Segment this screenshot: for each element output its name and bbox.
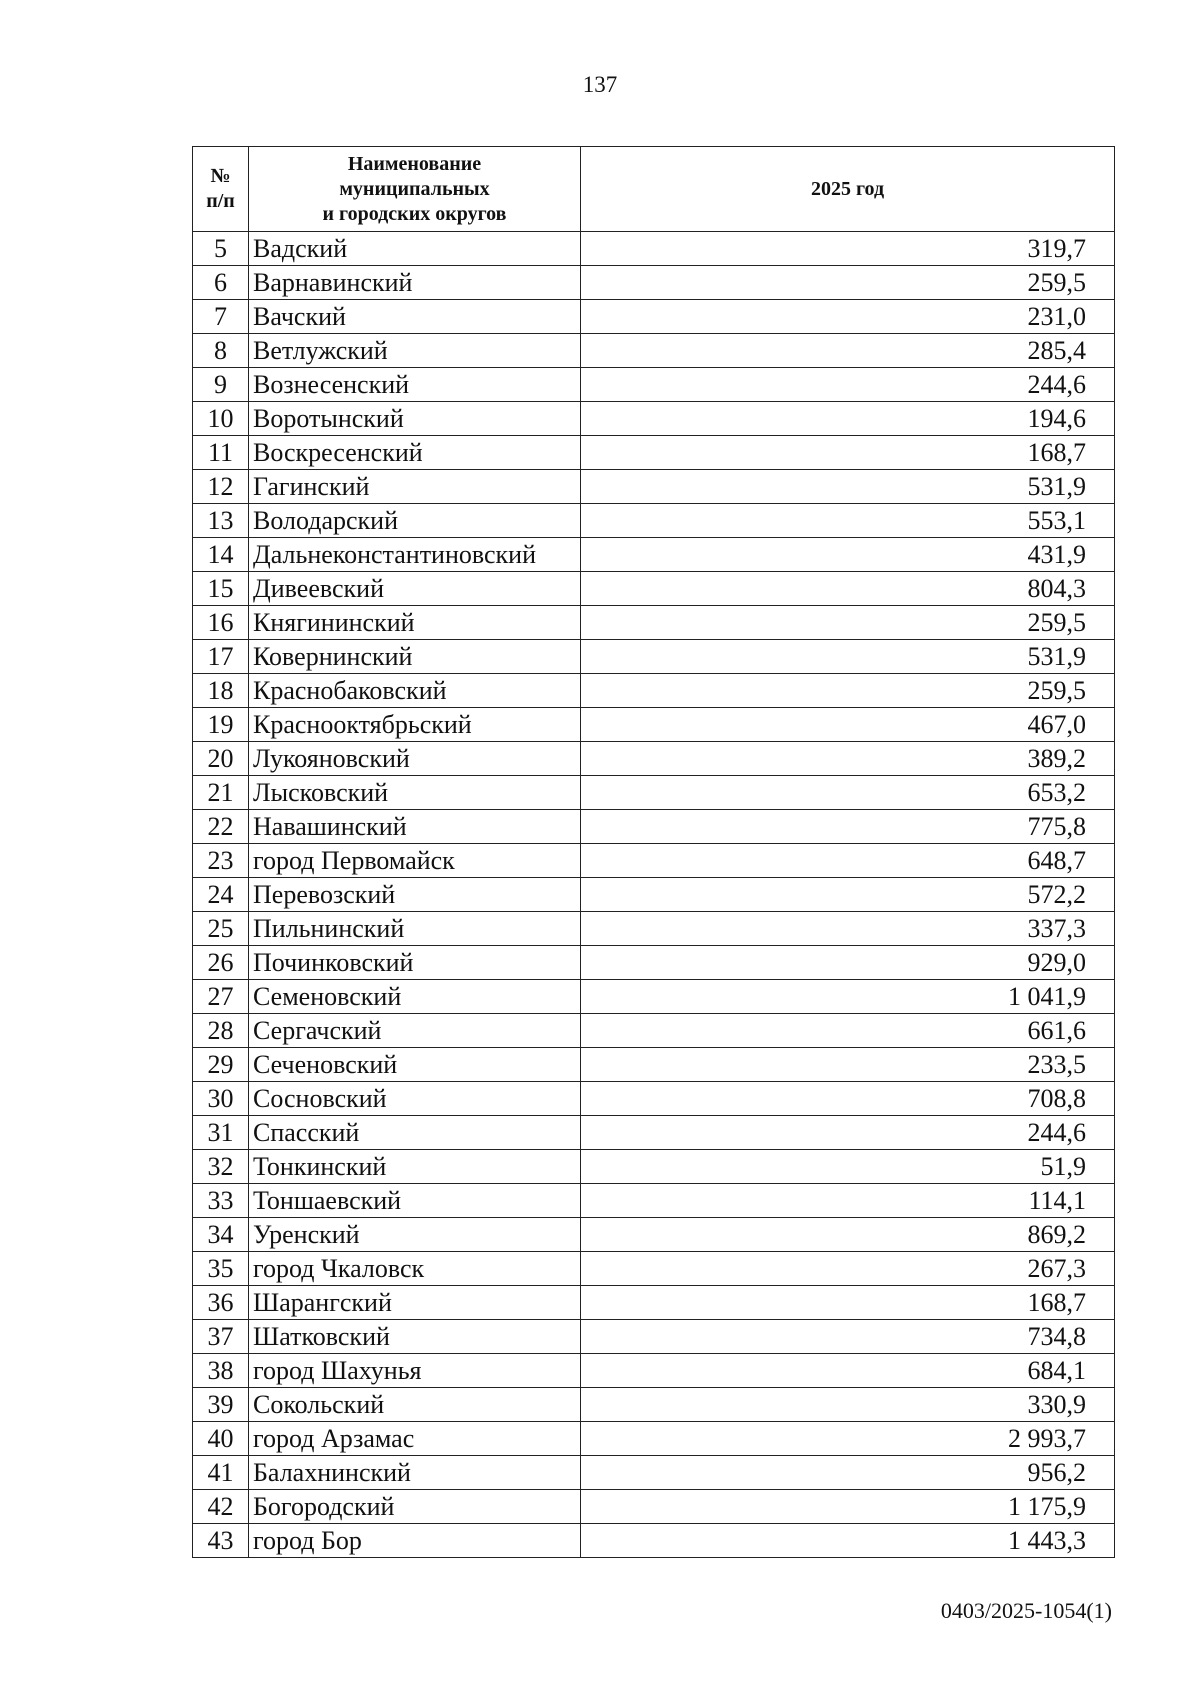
year-value: 708,8 xyxy=(581,1082,1115,1116)
row-number: 31 xyxy=(193,1116,249,1150)
year-value: 531,9 xyxy=(581,640,1115,674)
table-row xyxy=(193,334,1115,368)
row-number: 10 xyxy=(193,402,249,436)
municipality-name: Богородский xyxy=(249,1490,581,1524)
year-value: 1 443,3 xyxy=(581,1524,1115,1558)
row-number: 35 xyxy=(193,1252,249,1286)
municipality-name: город Чкаловск xyxy=(249,1252,581,1286)
municipality-name: Сергачский xyxy=(249,1014,581,1048)
year-value: 51,9 xyxy=(581,1150,1115,1184)
municipality-name: Краснобаковский xyxy=(249,674,581,708)
year-value: 1 041,9 xyxy=(581,980,1115,1014)
year-value: 259,5 xyxy=(581,606,1115,640)
municipality-name: Тоншаевский xyxy=(249,1184,581,1218)
table-row xyxy=(193,1048,1115,1082)
year-value: 194,6 xyxy=(581,402,1115,436)
table-row xyxy=(193,436,1115,470)
table-body xyxy=(193,232,1115,1558)
table-row xyxy=(193,844,1115,878)
row-number: 13 xyxy=(193,504,249,538)
municipality-name: Уренский xyxy=(249,1218,581,1252)
row-number: 23 xyxy=(193,844,249,878)
year-value: 804,3 xyxy=(581,572,1115,606)
year-value: 233,5 xyxy=(581,1048,1115,1082)
row-number: 5 xyxy=(193,232,249,266)
year-value: 572,2 xyxy=(581,878,1115,912)
row-number: 27 xyxy=(193,980,249,1014)
municipality-name: Вознесенский xyxy=(249,368,581,402)
table-row xyxy=(193,232,1115,266)
row-number: 6 xyxy=(193,266,249,300)
table-row xyxy=(193,946,1115,980)
table-row xyxy=(193,810,1115,844)
row-number: 7 xyxy=(193,300,249,334)
year-value: 2 993,7 xyxy=(581,1422,1115,1456)
row-number: 26 xyxy=(193,946,249,980)
row-number: 25 xyxy=(193,912,249,946)
table-row xyxy=(193,300,1115,334)
municipality-name: Перевозский xyxy=(249,878,581,912)
table-row xyxy=(193,1456,1115,1490)
year-value: 661,6 xyxy=(581,1014,1115,1048)
row-number: 40 xyxy=(193,1422,249,1456)
row-number: 18 xyxy=(193,674,249,708)
table-row xyxy=(193,1218,1115,1252)
year-value: 431,9 xyxy=(581,538,1115,572)
table-row xyxy=(193,674,1115,708)
table-row xyxy=(193,640,1115,674)
municipality-name: Пильнинский xyxy=(249,912,581,946)
table-row xyxy=(193,1524,1115,1558)
table-row xyxy=(193,1490,1115,1524)
municipality-name: Сеченовский xyxy=(249,1048,581,1082)
year-value: 259,5 xyxy=(581,674,1115,708)
municipality-name: Вадский xyxy=(249,232,581,266)
table-row xyxy=(193,980,1115,1014)
row-number: 24 xyxy=(193,878,249,912)
table-row xyxy=(193,1082,1115,1116)
table-row xyxy=(193,1252,1115,1286)
table-row xyxy=(193,368,1115,402)
row-number: 30 xyxy=(193,1082,249,1116)
row-number: 41 xyxy=(193,1456,249,1490)
row-number: 14 xyxy=(193,538,249,572)
table-row xyxy=(193,470,1115,504)
row-number: 15 xyxy=(193,572,249,606)
table-header-row xyxy=(193,147,1115,232)
row-number: 34 xyxy=(193,1218,249,1252)
municipality-name: Лукояновский xyxy=(249,742,581,776)
municipality-name: Спасский xyxy=(249,1116,581,1150)
row-number: 11 xyxy=(193,436,249,470)
row-number: 20 xyxy=(193,742,249,776)
table-row xyxy=(193,1184,1115,1218)
row-number: 39 xyxy=(193,1388,249,1422)
header-year: 2025 год xyxy=(581,147,1115,232)
municipality-name: Ветлужский xyxy=(249,334,581,368)
year-value: 244,6 xyxy=(581,1116,1115,1150)
row-number: 29 xyxy=(193,1048,249,1082)
municipality-name: Дальнеконстантиновский xyxy=(249,538,581,572)
row-number: 36 xyxy=(193,1286,249,1320)
document-code: 0403/2025-1054(1) xyxy=(940,1598,1112,1623)
table-row xyxy=(193,504,1115,538)
year-value: 168,7 xyxy=(581,436,1115,470)
table-row xyxy=(193,572,1115,606)
year-value: 734,8 xyxy=(581,1320,1115,1354)
year-value: 389,2 xyxy=(581,742,1115,776)
year-value: 467,0 xyxy=(581,708,1115,742)
year-value: 231,0 xyxy=(581,300,1115,334)
municipality-name: Навашинский xyxy=(249,810,581,844)
municipality-name: Воскресенский xyxy=(249,436,581,470)
municipality-name: Вачский xyxy=(249,300,581,334)
municipality-name: Варнавинский xyxy=(249,266,581,300)
row-number: 43 xyxy=(193,1524,249,1558)
year-value: 1 175,9 xyxy=(581,1490,1115,1524)
row-number: 32 xyxy=(193,1150,249,1184)
table-row xyxy=(193,1150,1115,1184)
table-row xyxy=(193,1286,1115,1320)
year-value: 956,2 xyxy=(581,1456,1115,1490)
row-number: 37 xyxy=(193,1320,249,1354)
year-value: 330,9 xyxy=(581,1388,1115,1422)
year-value: 531,9 xyxy=(581,470,1115,504)
row-number: 38 xyxy=(193,1354,249,1388)
row-number: 33 xyxy=(193,1184,249,1218)
table-row xyxy=(193,606,1115,640)
year-value: 775,8 xyxy=(581,810,1115,844)
header-number: № п/п xyxy=(193,147,249,232)
table-row xyxy=(193,912,1115,946)
municipality-name: Княгининский xyxy=(249,606,581,640)
municipality-name: Ковернинский xyxy=(249,640,581,674)
year-value: 244,6 xyxy=(581,368,1115,402)
row-number: 9 xyxy=(193,368,249,402)
table-row xyxy=(193,538,1115,572)
row-number: 12 xyxy=(193,470,249,504)
year-value: 684,1 xyxy=(581,1354,1115,1388)
year-value: 168,7 xyxy=(581,1286,1115,1320)
year-value: 653,2 xyxy=(581,776,1115,810)
year-value: 259,5 xyxy=(581,266,1115,300)
row-number: 22 xyxy=(193,810,249,844)
municipality-name: Дивеевский xyxy=(249,572,581,606)
row-number: 21 xyxy=(193,776,249,810)
municipality-name: Балахнинский xyxy=(249,1456,581,1490)
table-row xyxy=(193,1388,1115,1422)
row-number: 28 xyxy=(193,1014,249,1048)
table-row xyxy=(193,1014,1115,1048)
year-value: 319,7 xyxy=(581,232,1115,266)
year-value: 929,0 xyxy=(581,946,1115,980)
row-number: 19 xyxy=(193,708,249,742)
table-row xyxy=(193,1354,1115,1388)
municipality-name: Починковский xyxy=(249,946,581,980)
municipality-name: Лысковский xyxy=(249,776,581,810)
table-row xyxy=(193,266,1115,300)
table-row xyxy=(193,1422,1115,1456)
municipality-name: Гагинский xyxy=(249,470,581,504)
municipality-name: город Шахунья xyxy=(249,1354,581,1388)
municipality-name: Шатковский xyxy=(249,1320,581,1354)
municipality-name: Сосновский xyxy=(249,1082,581,1116)
table-row xyxy=(193,402,1115,436)
municipality-name: Сокольский xyxy=(249,1388,581,1422)
municipality-name: Володарский xyxy=(249,504,581,538)
row-number: 8 xyxy=(193,334,249,368)
year-value: 285,4 xyxy=(581,334,1115,368)
year-value: 267,3 xyxy=(581,1252,1115,1286)
municipality-name: Воротынский xyxy=(249,402,581,436)
municipality-name: Краснооктябрьский xyxy=(249,708,581,742)
row-number: 17 xyxy=(193,640,249,674)
table-row xyxy=(193,1320,1115,1354)
table-row xyxy=(193,878,1115,912)
row-number: 16 xyxy=(193,606,249,640)
budget-table xyxy=(192,146,1115,1558)
year-value: 114,1 xyxy=(581,1184,1115,1218)
header-municipality-name: Наименование муниципальных и городских округов xyxy=(249,147,581,232)
municipality-name: Шарангский xyxy=(249,1286,581,1320)
municipality-name: Семеновский xyxy=(249,980,581,1014)
municipality-name: город Первомайск xyxy=(249,844,581,878)
table-row xyxy=(193,776,1115,810)
municipality-name: Тонкинский xyxy=(249,1150,581,1184)
municipality-name: город Арзамас xyxy=(249,1422,581,1456)
year-value: 648,7 xyxy=(581,844,1115,878)
table-row xyxy=(193,1116,1115,1150)
page-number: 137 xyxy=(582,72,618,97)
row-number: 42 xyxy=(193,1490,249,1524)
table-row xyxy=(193,708,1115,742)
year-value: 553,1 xyxy=(581,504,1115,538)
year-value: 337,3 xyxy=(581,912,1115,946)
municipality-name: город Бор xyxy=(249,1524,581,1558)
table-row xyxy=(193,742,1115,776)
year-value: 869,2 xyxy=(581,1218,1115,1252)
